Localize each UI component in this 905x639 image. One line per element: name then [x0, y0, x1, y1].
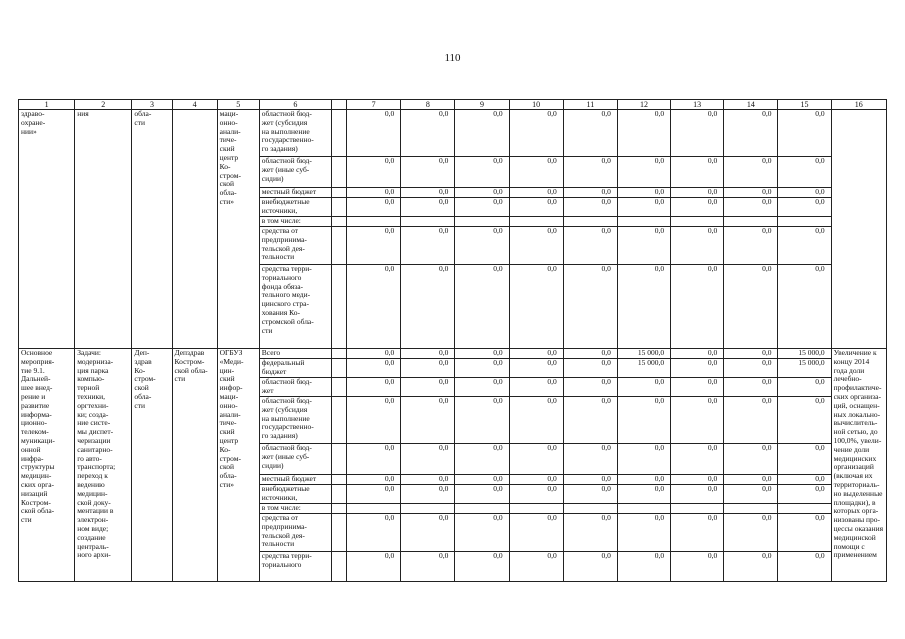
value-cell: 0,0	[455, 157, 509, 188]
value-cell: 0,0	[509, 378, 563, 397]
spacer-cell	[332, 198, 347, 217]
value-cell: 0,0	[724, 227, 778, 265]
value-cell	[671, 217, 724, 227]
spacer-cell	[332, 444, 347, 475]
value-cell	[455, 217, 509, 227]
activity-name-cell: здраво- охране- нии»	[19, 110, 75, 349]
value-cell: 0,0	[778, 475, 831, 485]
participant-cell: маци- онно- анали- тиче- ский центр Ко- стром- ской обла- сти»	[217, 110, 259, 349]
value-cell: 0,0	[778, 227, 831, 265]
spacer-cell	[332, 227, 347, 265]
value-cell: 15 000,0	[617, 359, 670, 378]
value-cell: 0,0	[724, 157, 778, 188]
value-cell: 15 000,0	[778, 349, 831, 359]
column-number-row	[19, 100, 887, 110]
value-cell: 0,0	[347, 265, 401, 349]
value-cell: 0,0	[671, 444, 724, 475]
value-cell: 0,0	[671, 378, 724, 397]
column-header: 1	[19, 100, 75, 110]
value-cell: 0,0	[509, 188, 563, 198]
value-cell: 0,0	[455, 359, 509, 378]
value-cell: 0,0	[563, 552, 617, 582]
funding-source-cell: областной бюд- жет (иные суб- сидии)	[259, 444, 331, 475]
column-header: 13	[671, 100, 724, 110]
value-cell: 0,0	[617, 514, 670, 552]
value-cell	[563, 217, 617, 227]
value-cell	[778, 217, 831, 227]
value-cell: 0,0	[455, 188, 509, 198]
funding-source-cell: Всего	[259, 349, 331, 359]
value-cell: 0,0	[509, 110, 563, 157]
value-cell: 0,0	[617, 227, 670, 265]
funding-source-cell: областной бюд- жет (иные суб- сидии)	[259, 157, 331, 188]
value-cell: 0,0	[778, 157, 831, 188]
value-cell: 0,0	[401, 157, 455, 188]
value-cell: 0,0	[455, 265, 509, 349]
column-header: 16	[831, 100, 886, 110]
value-cell: 0,0	[509, 359, 563, 378]
value-cell: 0,0	[671, 514, 724, 552]
value-cell: 0,0	[563, 110, 617, 157]
value-cell: 0,0	[563, 475, 617, 485]
value-cell: 0,0	[401, 552, 455, 582]
column-header: 7	[347, 100, 401, 110]
value-cell: 0,0	[671, 227, 724, 265]
tasks-cell: ния	[75, 110, 132, 349]
value-cell: 0,0	[347, 359, 401, 378]
page-number: 110	[444, 52, 461, 64]
value-cell: 0,0	[671, 475, 724, 485]
value-cell	[671, 504, 724, 514]
funding-source-cell: средства терри- ториального фонда обяза- тельного меди- цинского стра- хования Ко- стромской обла- сти	[259, 265, 331, 349]
value-cell: 0,0	[455, 514, 509, 552]
spacer-cell	[332, 485, 347, 504]
column-header: 4	[172, 100, 217, 110]
spacer-cell	[332, 397, 347, 444]
coexecutor-cell	[172, 110, 217, 349]
value-cell: 15 000,0	[778, 359, 831, 378]
value-cell: 0,0	[347, 227, 401, 265]
value-cell	[617, 217, 670, 227]
funding-source-cell: средства от предпринима- тельской дея- тельности	[259, 514, 331, 552]
value-cell: 0,0	[778, 514, 831, 552]
spacer-cell	[332, 514, 347, 552]
value-cell: 0,0	[724, 485, 778, 504]
value-cell: 0,0	[778, 444, 831, 475]
column-header: 5	[217, 100, 259, 110]
tasks-cell: Задачи: модерниза- ция парка компью- терной техники, оргтехни- ки; созда- ние систе- мы диспет- черизации санитарно- го авто- транспорта; переход к ведению медицин- ской доку- ментации в электрон- ном виде; создание централь- ного архи-	[75, 349, 132, 582]
funding-source-cell: местный бюджет	[259, 188, 331, 198]
value-cell: 0,0	[347, 110, 401, 157]
value-cell: 0,0	[671, 397, 724, 444]
value-cell: 0,0	[778, 265, 831, 349]
expected-result-cell	[831, 110, 886, 349]
value-cell: 0,0	[778, 552, 831, 582]
value-cell: 0,0	[724, 475, 778, 485]
value-cell: 0,0	[347, 444, 401, 475]
value-cell: 0,0	[724, 378, 778, 397]
column-header: 9	[455, 100, 509, 110]
value-cell: 0,0	[401, 485, 455, 504]
value-cell: 0,0	[347, 485, 401, 504]
value-cell: 0,0	[509, 514, 563, 552]
participant-cell: ОГБУЗ «Меди- цин- ский инфор- маци- онно- анали- тиче- ский центр Ко- стром- ской обла- сти»	[217, 349, 259, 582]
value-cell: 0,0	[671, 198, 724, 217]
value-cell: 0,0	[509, 349, 563, 359]
funding-source-cell: средства терри- ториального	[259, 552, 331, 582]
value-cell: 0,0	[347, 475, 401, 485]
value-cell: 0,0	[671, 110, 724, 157]
value-cell: 0,0	[724, 552, 778, 582]
value-cell: 0,0	[347, 378, 401, 397]
value-cell: 0,0	[563, 378, 617, 397]
value-cell	[617, 504, 670, 514]
value-cell: 0,0	[563, 349, 617, 359]
value-cell: 0,0	[563, 397, 617, 444]
value-cell	[401, 217, 455, 227]
value-cell: 0,0	[509, 475, 563, 485]
expected-result-cell: Увеличение к концу 2014 года доли лечебно- профилактиче- ских организа- ций, оснащен- ных локально- вычислитель- ной сетью, до 100,0%, увели- чение доли медицинских организаций (включая их территориаль- но выделенные площадки), в которых орга- низованы про- цессы оказания медицинской помощи с применением	[831, 349, 886, 582]
value-cell: 0,0	[724, 397, 778, 444]
column-header: 6	[259, 100, 331, 110]
value-cell	[724, 504, 778, 514]
value-cell: 0,0	[401, 378, 455, 397]
value-cell: 15 000,0	[617, 349, 670, 359]
table-row	[19, 349, 887, 359]
funding-source-cell: федеральный бюджет	[259, 359, 331, 378]
value-cell: 0,0	[724, 514, 778, 552]
spacer-cell	[332, 378, 347, 397]
value-cell: 0,0	[671, 157, 724, 188]
value-cell: 0,0	[778, 485, 831, 504]
value-cell	[347, 504, 401, 514]
value-cell: 0,0	[778, 378, 831, 397]
value-cell: 0,0	[509, 227, 563, 265]
value-cell: 0,0	[563, 157, 617, 188]
funding-source-cell: средства от предпринима- тельской дея- тельности	[259, 227, 331, 265]
value-cell	[563, 504, 617, 514]
value-cell: 0,0	[455, 110, 509, 157]
value-cell: 0,0	[724, 188, 778, 198]
table-row	[19, 110, 887, 157]
value-cell: 0,0	[724, 110, 778, 157]
spacer-cell	[332, 504, 347, 514]
value-cell: 0,0	[401, 188, 455, 198]
value-cell: 0,0	[509, 485, 563, 504]
spacer-cell	[332, 217, 347, 227]
value-cell	[509, 217, 563, 227]
column-header: 12	[617, 100, 670, 110]
value-cell	[724, 217, 778, 227]
value-cell: 0,0	[455, 552, 509, 582]
value-cell: 0,0	[671, 349, 724, 359]
funding-source-cell: внебюджетные источники,	[259, 198, 331, 217]
value-cell: 0,0	[617, 397, 670, 444]
spacer-cell	[332, 110, 347, 157]
column-header: 15	[778, 100, 831, 110]
value-cell: 0,0	[509, 552, 563, 582]
value-cell: 0,0	[671, 485, 724, 504]
value-cell: 0,0	[347, 397, 401, 444]
value-cell	[778, 504, 831, 514]
value-cell: 0,0	[401, 110, 455, 157]
value-cell: 0,0	[617, 485, 670, 504]
value-cell: 0,0	[563, 359, 617, 378]
spacer-cell	[332, 475, 347, 485]
column-header	[332, 100, 347, 110]
value-cell: 0,0	[563, 227, 617, 265]
value-cell: 0,0	[563, 514, 617, 552]
value-cell: 0,0	[455, 378, 509, 397]
value-cell: 0,0	[455, 198, 509, 217]
value-cell: 0,0	[563, 444, 617, 475]
value-cell: 0,0	[347, 198, 401, 217]
value-cell	[347, 217, 401, 227]
value-cell: 0,0	[617, 552, 670, 582]
spacer-cell	[332, 349, 347, 359]
funding-source-cell: в том числе:	[259, 217, 331, 227]
column-header: 8	[401, 100, 455, 110]
value-cell: 0,0	[509, 265, 563, 349]
value-cell: 0,0	[724, 349, 778, 359]
value-cell: 0,0	[617, 198, 670, 217]
funding-source-cell: областной бюд- жет (субсидия на выполнение государственно- го задания)	[259, 110, 331, 157]
value-cell: 0,0	[671, 552, 724, 582]
value-cell: 0,0	[724, 198, 778, 217]
activity-name-cell: Основное мероприя- тие 9.1. Дальней- шее внед- рение и развитие информа- ционно- телеком- муникаци- онной инфра- структуры медицин- ских орга- низаций Костром- ской обла- сти	[19, 349, 75, 582]
value-cell: 0,0	[347, 552, 401, 582]
column-header: 3	[132, 100, 172, 110]
column-header: 11	[563, 100, 617, 110]
value-cell: 0,0	[401, 444, 455, 475]
funding-source-cell: внебюджетные источники,	[259, 485, 331, 504]
value-cell: 0,0	[617, 444, 670, 475]
responsible-executor-cell: обла- сти	[132, 110, 172, 349]
value-cell: 0,0	[778, 188, 831, 198]
spacer-cell	[332, 552, 347, 582]
value-cell: 0,0	[455, 227, 509, 265]
value-cell	[455, 504, 509, 514]
value-cell: 0,0	[401, 227, 455, 265]
value-cell: 0,0	[778, 397, 831, 444]
value-cell: 0,0	[617, 188, 670, 198]
value-cell: 0,0	[455, 475, 509, 485]
value-cell: 0,0	[347, 157, 401, 188]
responsible-executor-cell: Деп- здрав Ко- стром- ской обла- сти	[132, 349, 172, 582]
value-cell: 0,0	[617, 157, 670, 188]
spacer-cell	[332, 188, 347, 198]
value-cell: 0,0	[563, 188, 617, 198]
value-cell: 0,0	[724, 265, 778, 349]
value-cell: 0,0	[563, 265, 617, 349]
spacer-cell	[332, 265, 347, 349]
value-cell: 0,0	[401, 265, 455, 349]
value-cell: 0,0	[563, 485, 617, 504]
value-cell	[509, 504, 563, 514]
value-cell: 0,0	[509, 397, 563, 444]
budget-table	[18, 99, 887, 582]
column-header: 10	[509, 100, 563, 110]
value-cell: 0,0	[509, 157, 563, 188]
column-header: 14	[724, 100, 778, 110]
value-cell: 0,0	[778, 198, 831, 217]
value-cell: 0,0	[401, 198, 455, 217]
value-cell: 0,0	[617, 265, 670, 349]
value-cell: 0,0	[401, 475, 455, 485]
value-cell: 0,0	[347, 514, 401, 552]
value-cell: 0,0	[617, 475, 670, 485]
value-cell: 0,0	[563, 198, 617, 217]
value-cell	[401, 504, 455, 514]
value-cell: 0,0	[671, 265, 724, 349]
value-cell: 0,0	[724, 359, 778, 378]
value-cell: 0,0	[617, 110, 670, 157]
value-cell: 0,0	[401, 514, 455, 552]
value-cell: 0,0	[671, 359, 724, 378]
value-cell: 0,0	[455, 444, 509, 475]
funding-source-cell: местный бюджет	[259, 475, 331, 485]
column-header: 2	[75, 100, 132, 110]
funding-source-cell: областной бюд- жет	[259, 378, 331, 397]
coexecutor-cell: Депздрав Костром- ской обла- сти	[172, 349, 217, 582]
value-cell: 0,0	[509, 198, 563, 217]
value-cell: 0,0	[455, 397, 509, 444]
funding-source-cell: в том числе:	[259, 504, 331, 514]
funding-source-cell: областной бюд- жет (субсидия на выполнение государственно- го задания)	[259, 397, 331, 444]
value-cell: 0,0	[401, 349, 455, 359]
value-cell: 0,0	[401, 397, 455, 444]
value-cell: 0,0	[455, 349, 509, 359]
value-cell: 0,0	[671, 188, 724, 198]
value-cell: 0,0	[347, 349, 401, 359]
value-cell: 0,0	[455, 485, 509, 504]
value-cell: 0,0	[347, 188, 401, 198]
spacer-cell	[332, 359, 347, 378]
value-cell: 0,0	[778, 110, 831, 157]
value-cell: 0,0	[617, 378, 670, 397]
spacer-cell	[332, 157, 347, 188]
value-cell: 0,0	[724, 444, 778, 475]
value-cell: 0,0	[401, 359, 455, 378]
value-cell: 0,0	[509, 444, 563, 475]
